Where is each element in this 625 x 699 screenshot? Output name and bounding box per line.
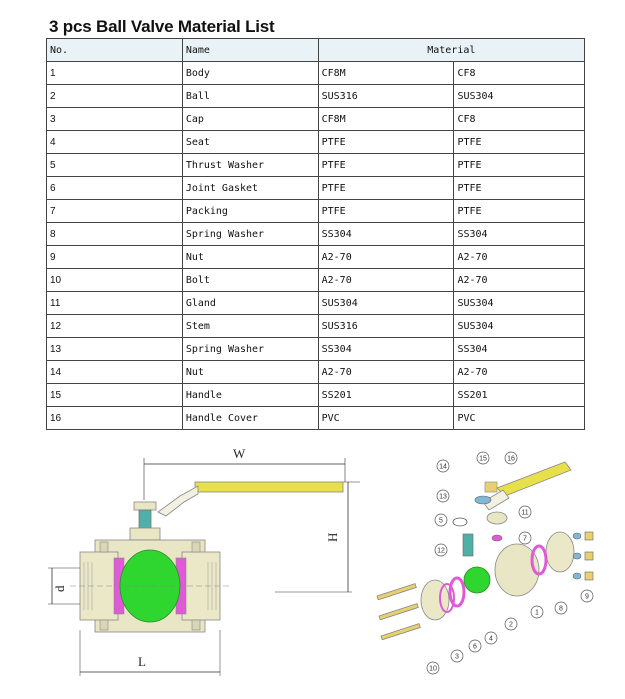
cell-material-2: SUS304 — [454, 315, 585, 338]
cell-material-2: SUS304 — [454, 85, 585, 108]
cell-name: Stem — [182, 315, 318, 338]
exploded-thrust-washer — [453, 518, 467, 526]
dim-l-label: L — [138, 654, 146, 669]
table-row — [47, 85, 585, 108]
cell-name: Joint Gasket — [182, 177, 318, 200]
cell-name: Body — [182, 62, 318, 85]
callout-15 — [477, 452, 489, 464]
cell-material-1: SUS304 — [318, 292, 454, 315]
table-row — [47, 200, 585, 223]
cell-no: 4 — [47, 131, 183, 154]
table-row — [47, 177, 585, 200]
handle-cover — [195, 482, 343, 492]
callout-13 — [437, 490, 449, 502]
table-row — [47, 315, 585, 338]
callout-label: 2 — [509, 621, 513, 629]
callout-label: 3 — [455, 653, 459, 661]
bolt-top-left — [100, 542, 108, 552]
bolt-bottom-left — [100, 620, 108, 630]
cell-no: 12 — [47, 315, 183, 338]
callout-8 — [555, 602, 567, 614]
cell-no: 5 — [47, 154, 183, 177]
callout-label: 9 — [585, 593, 589, 601]
cell-material-1: A2-70 — [318, 269, 454, 292]
cell-material-1: SS201 — [318, 384, 454, 407]
table-row — [47, 269, 585, 292]
dim-d-label: d — [52, 585, 67, 592]
cell-name: Gland — [182, 292, 318, 315]
cell-material-1: SS304 — [318, 223, 454, 246]
cell-name: Bolt — [182, 269, 318, 292]
callout-label: 16 — [507, 455, 515, 463]
callout-label: 10 — [429, 665, 437, 673]
cell-material-2: SS304 — [454, 223, 585, 246]
table-row — [47, 223, 585, 246]
cell-name: Handle — [182, 384, 318, 407]
exploded-seat-left — [450, 578, 464, 606]
cell-material-2: A2-70 — [454, 361, 585, 384]
cell-material-1: PTFE — [318, 154, 454, 177]
cell-no: 16 — [47, 407, 183, 430]
cell-no: 11 — [47, 292, 183, 315]
cell-material-2: CF8 — [454, 108, 585, 131]
callout-label: 6 — [473, 643, 477, 651]
table-row — [47, 361, 585, 384]
table-row — [47, 62, 585, 85]
header-name: Name — [182, 39, 318, 62]
callout-2 — [505, 618, 517, 630]
callout-label: 4 — [489, 635, 493, 643]
cell-no: 7 — [47, 200, 183, 223]
cell-name: Thrust Washer — [182, 154, 318, 177]
cell-name: Handle Cover — [182, 407, 318, 430]
cell-no: 6 — [47, 177, 183, 200]
exploded-cap-left — [421, 580, 449, 620]
callout-7 — [519, 532, 531, 544]
valve-dimension-drawing — [40, 440, 360, 690]
cell-name: Packing — [182, 200, 318, 223]
cell-no: 2 — [47, 85, 183, 108]
table-row — [47, 108, 585, 131]
exploded-gland — [487, 512, 507, 524]
cell-name: Nut — [182, 361, 318, 384]
handle-arm — [158, 486, 198, 516]
cell-material-1: A2-70 — [318, 246, 454, 269]
cell-material-2: SUS304 — [454, 292, 585, 315]
exploded-washers-nuts — [573, 532, 593, 580]
table-row — [47, 292, 585, 315]
cell-material-2: PTFE — [454, 200, 585, 223]
bolt-bottom-right — [192, 620, 200, 630]
table-row — [47, 131, 585, 154]
cell-name: Spring Washer — [182, 223, 318, 246]
cell-no: 10 — [47, 269, 183, 292]
cell-material-1: PTFE — [318, 200, 454, 223]
cell-material-1: SUS316 — [318, 85, 454, 108]
cell-material-2: PTFE — [454, 154, 585, 177]
cell-name: Nut — [182, 246, 318, 269]
exploded-cap-right — [546, 532, 574, 572]
cell-material-2: A2-70 — [454, 246, 585, 269]
gland — [130, 528, 160, 540]
callout-label: 14 — [439, 463, 447, 471]
stem-nut — [134, 502, 156, 510]
cell-name: Spring Washer — [182, 338, 318, 361]
callout-12 — [435, 544, 447, 556]
table-row — [47, 338, 585, 361]
cell-material-1: A2-70 — [318, 361, 454, 384]
table-row — [47, 407, 585, 430]
cell-material-2: SS304 — [454, 338, 585, 361]
page-title: 3 pcs Ball Valve Material List — [49, 17, 275, 36]
cell-no: 9 — [47, 246, 183, 269]
exploded-washer-13 — [475, 496, 491, 504]
callout-16 — [505, 452, 517, 464]
table-row — [47, 246, 585, 269]
cell-no: 15 — [47, 384, 183, 407]
callout-label: 15 — [479, 455, 487, 463]
callout-4 — [485, 632, 497, 644]
callout-label: 13 — [439, 493, 447, 501]
exploded-packing — [492, 535, 502, 541]
exploded-nut-14 — [485, 482, 497, 492]
callout-label: 8 — [559, 605, 563, 613]
callout-label: 5 — [439, 517, 443, 525]
cell-no: 14 — [47, 361, 183, 384]
callout-label: 7 — [523, 535, 527, 543]
callout-3 — [451, 650, 463, 662]
callout-1 — [531, 606, 543, 618]
cell-material-1: PTFE — [318, 177, 454, 200]
cell-no: 13 — [47, 338, 183, 361]
cell-no: 8 — [47, 223, 183, 246]
cell-material-2: CF8 — [454, 62, 585, 85]
table-row — [47, 384, 585, 407]
exploded-bolts — [377, 584, 420, 640]
table-row — [47, 154, 585, 177]
callout-11 — [519, 506, 531, 518]
dim-w-label: W — [233, 446, 246, 461]
callout-label: 12 — [437, 547, 445, 555]
exploded-handle — [497, 462, 571, 496]
cell-material-2: PVC — [454, 407, 585, 430]
cell-material-2: SS201 — [454, 384, 585, 407]
header-material: Material — [318, 39, 584, 62]
cell-name: Ball — [182, 85, 318, 108]
cell-material-2: PTFE — [454, 177, 585, 200]
callout-9 — [581, 590, 593, 602]
callout-5 — [435, 514, 447, 526]
callout-label: 1 — [535, 609, 539, 617]
cell-material-1: PTFE — [318, 131, 454, 154]
cell-material-1: SUS316 — [318, 315, 454, 338]
cell-material-1: CF8M — [318, 108, 454, 131]
bolt-top-right — [192, 542, 200, 552]
table-header-row — [47, 39, 585, 62]
callout-10 — [427, 662, 439, 674]
cell-material-1: PVC — [318, 407, 454, 430]
cell-material-2: PTFE — [454, 131, 585, 154]
exploded-ball — [464, 567, 490, 593]
callout-6 — [469, 640, 481, 652]
callout-label: 11 — [521, 509, 529, 517]
callout-14 — [437, 460, 449, 472]
cell-no: 3 — [47, 108, 183, 131]
cell-material-1: CF8M — [318, 62, 454, 85]
cell-name: Cap — [182, 108, 318, 131]
exploded-stem — [463, 534, 473, 556]
header-no: No. — [47, 39, 183, 62]
material-table — [46, 38, 585, 430]
cell-no: 1 — [47, 62, 183, 85]
table-body — [47, 62, 585, 430]
exploded-view-drawing — [365, 440, 615, 690]
cell-material-2: A2-70 — [454, 269, 585, 292]
dim-h-label: H — [325, 532, 340, 542]
cell-material-1: SS304 — [318, 338, 454, 361]
cell-name: Seat — [182, 131, 318, 154]
